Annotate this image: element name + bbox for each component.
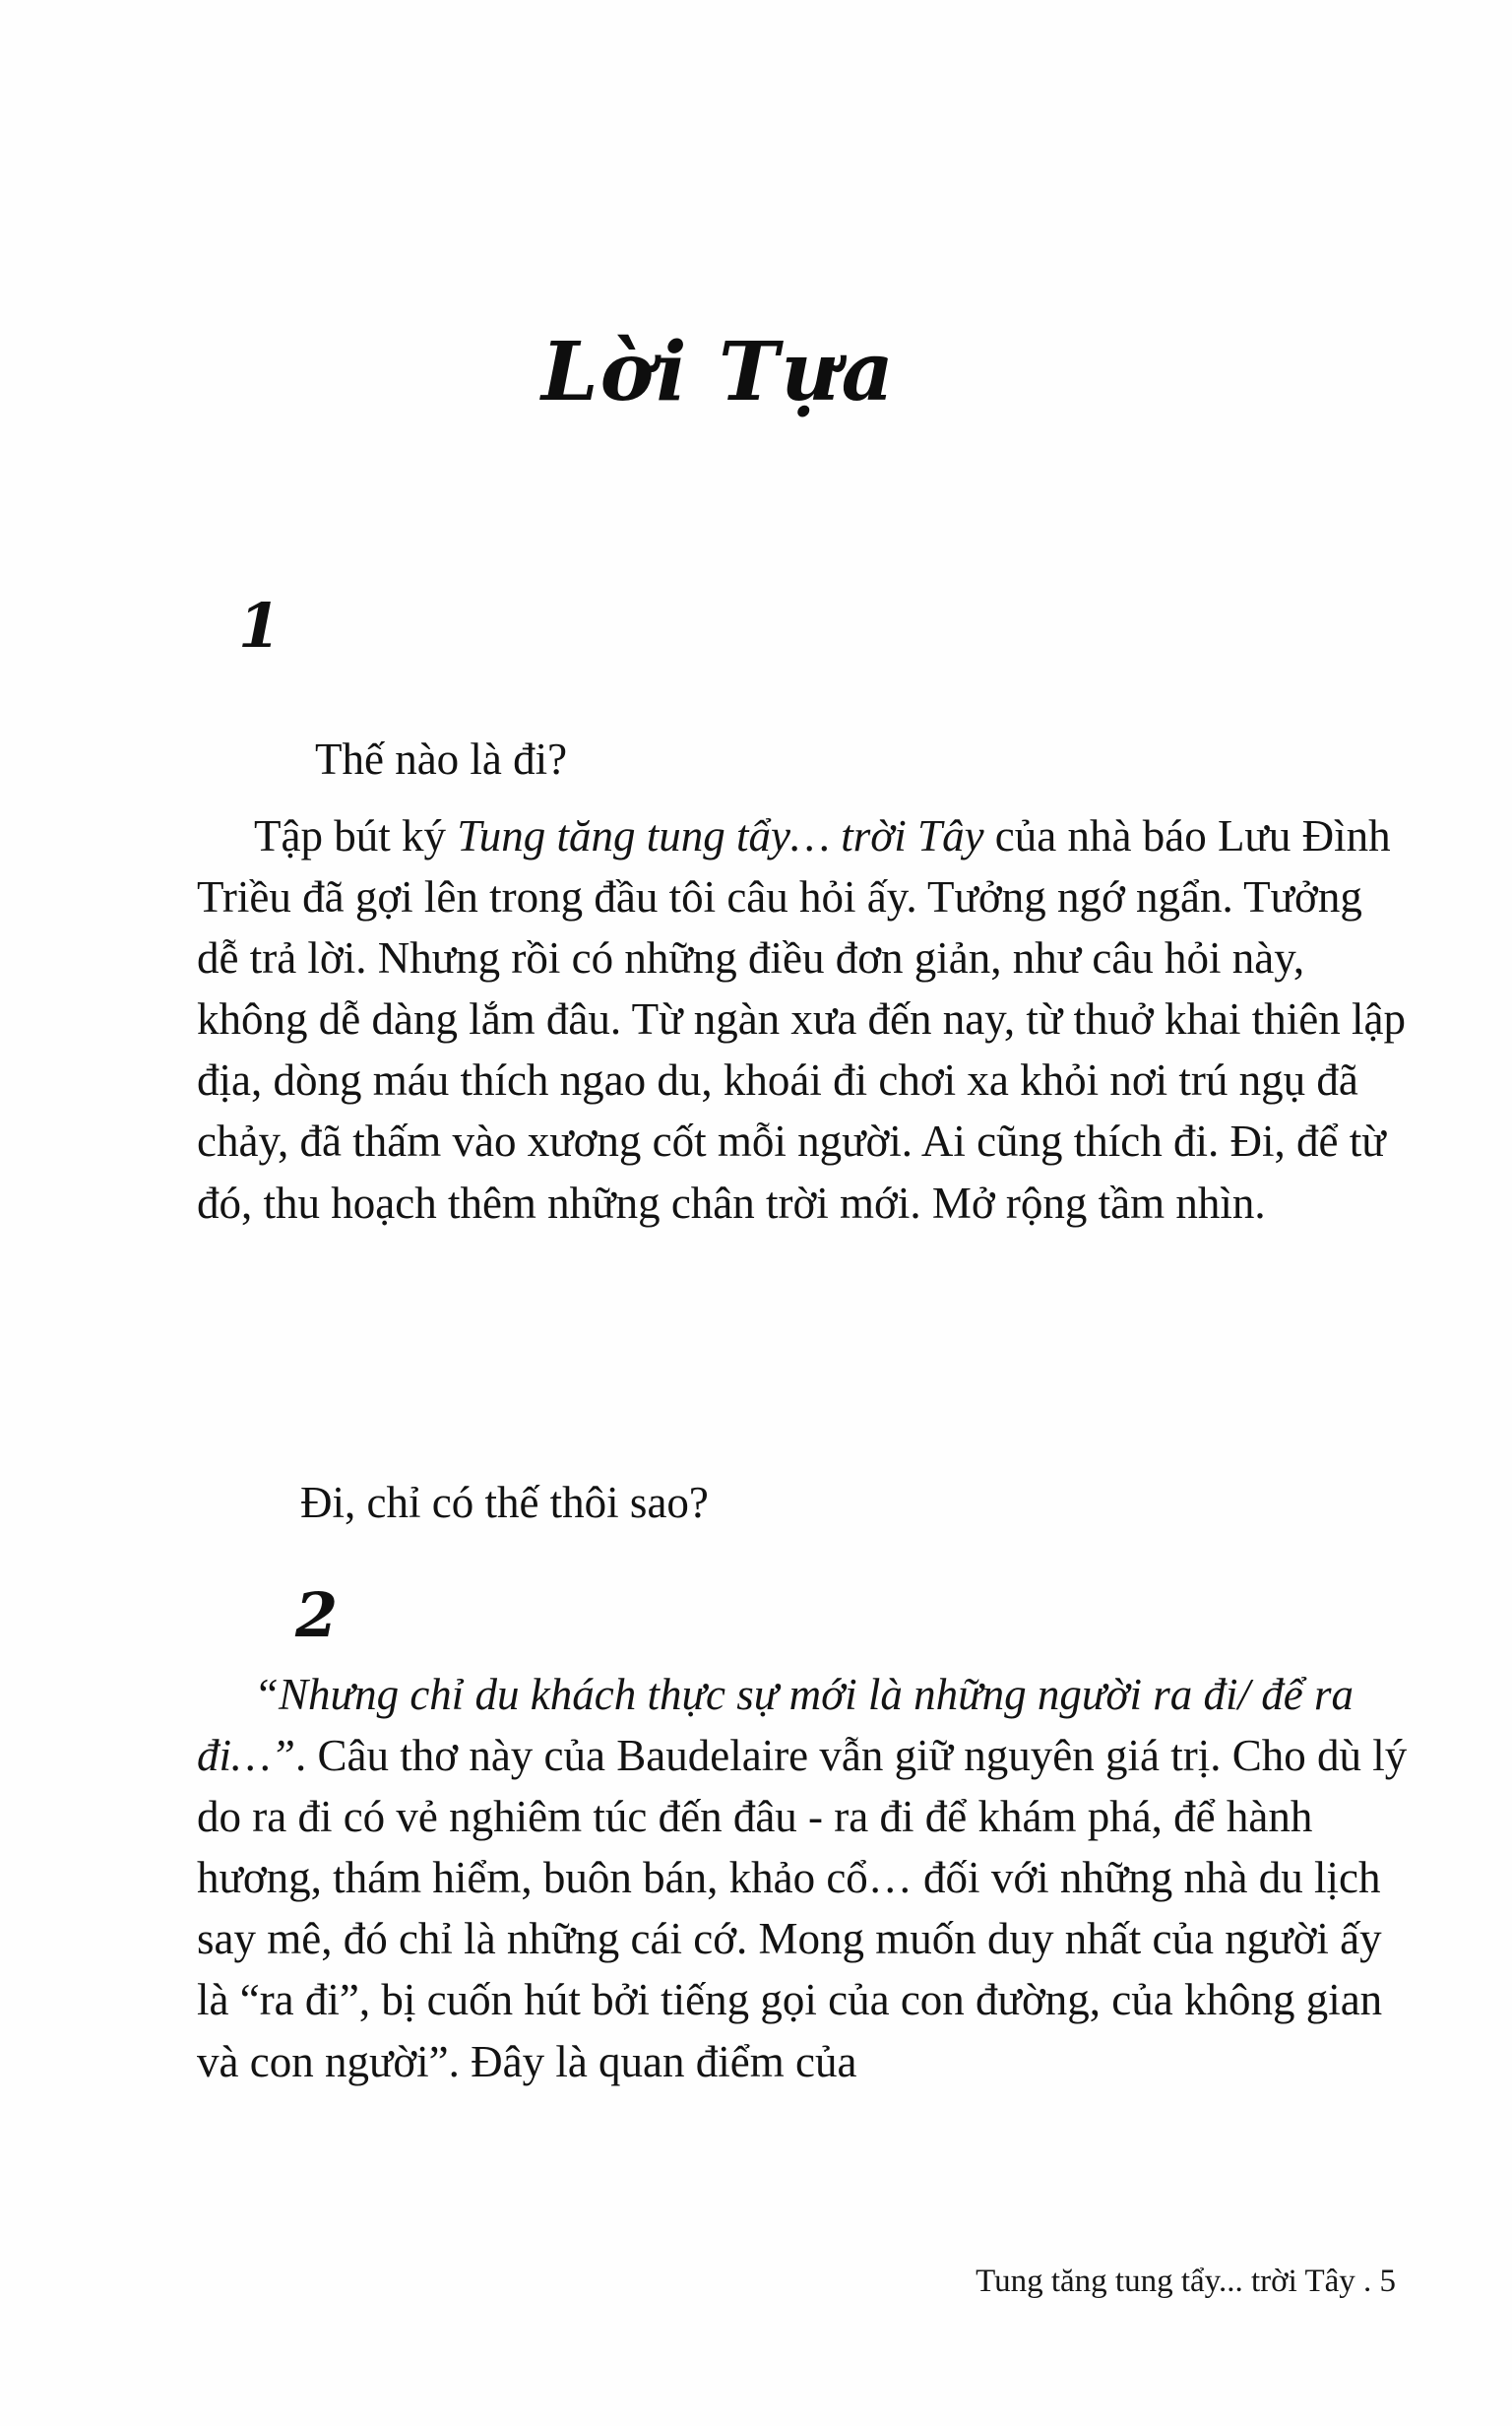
page-footer: Tung tăng tung tẩy... trời Tây . 5 — [976, 2264, 1396, 2299]
section-1-paragraph — [197, 805, 1408, 1234]
section-number-2: 2 — [295, 1579, 339, 1651]
section-1-paragraph-rest: của nhà báo Lưu Đình Triều đã gợi lên trong đầu tôi câu hỏi ấy. Tưởng ngớ ngẩn. Tưởng dễ trả lời. Nhưng rồi có những điều đơn giản, như câu hỏi này, không dễ dàng lắm đâu. Từ ngàn xưa đến nay, từ thuở khai thiên lập địa, dòng máu thích ngao du, khoái đi chơi xa khỏi nơi trú ngụ đã chảy, đã thấm vào xương cốt mỗi người. Ai cũng thích đi. Đi, để từ đó, thu hoạch thêm những chân trời mới. Mở rộng tầm nhìn. — [197, 811, 1406, 1228]
section-1-question: Đi, chỉ có thế thôi sao? — [300, 1478, 709, 1527]
section-number-1: 1 — [238, 590, 282, 662]
section-1-opening-line: Thế nào là đi? — [315, 734, 568, 784]
page-title: Lời Tựa — [541, 325, 896, 419]
section-2-paragraph — [197, 1664, 1408, 2092]
page-content — [98, 0, 1408, 2426]
section-2-paragraph-rest: . Câu thơ này của Baudelaire vẫn giữ nguyên giá trị. Cho dù lý do ra đi có vẻ nghiêm túc đến đâu - ra đi để khám phá, để hành hương, thám hiểm, buôn bán, khảo cổ… đối với những nhà du lịch say mê, đó chỉ là những cái cớ. Mong muốn duy nhất của người ấy là “ra đi”, bị cuốn hút bởi tiếng gọi của con đường, của không gian và con người”. Đây là quan điểm của — [197, 1731, 1408, 2086]
section-1-paragraph-lead: Tập bút ký — [254, 811, 458, 861]
book-title-italic: Tung tăng tung tẩy… trời Tây — [457, 811, 984, 861]
quote-italic: “Nhưng chỉ du khách thực sự mới là những người ra đi/ để ra đi…” — [197, 1670, 1354, 1781]
